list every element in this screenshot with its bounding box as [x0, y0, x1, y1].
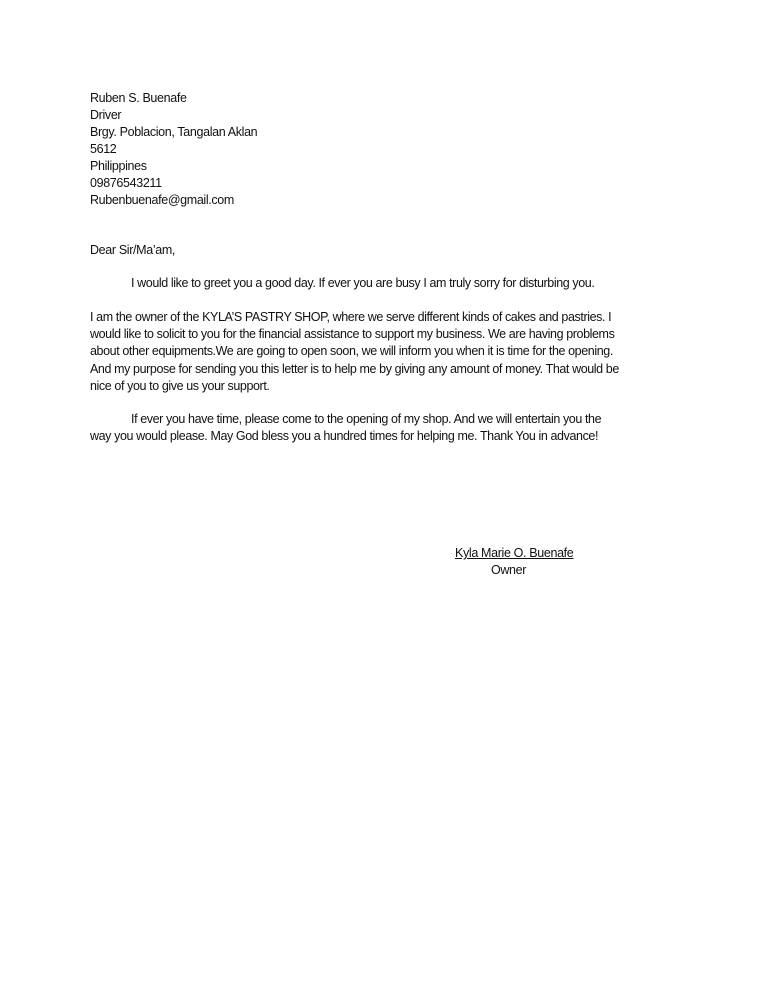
paragraph-line: nice of you to give us your support. [90, 378, 270, 393]
signatory-name: Kyla Marie O. Buenafe [455, 546, 574, 560]
sender-phone: 09876543211 [90, 176, 162, 190]
paragraph-line: way you would please. May God bless you a hundred times for helping me. Thank You in advance! [90, 429, 599, 444]
signatory-title: Owner [491, 563, 527, 577]
signature-block [455, 545, 573, 579]
sender-occupation: Driver [90, 108, 122, 122]
salutation: Dear Sir/Ma’am, [90, 243, 176, 257]
sender-block [90, 90, 257, 209]
paragraph-line: I would like to greet you a good day. If ever you are busy I am truly sorry for disturbing you. [131, 276, 595, 290]
paragraph-greeting [90, 275, 682, 292]
sender-country: Philippines [90, 159, 147, 173]
sender-email: Rubenbuenafe@gmail.com [90, 193, 234, 207]
paragraph-invitation [90, 411, 682, 445]
sender-zip: 5612 [90, 142, 117, 156]
paragraph-line: And my purpose for sending you this letter is to help me by giving any amount of money. That would be [90, 361, 619, 376]
paragraph-line: would like to solicit to you for the financial assistance to support my business. We are having problems [90, 327, 615, 342]
paragraph-line: I am the owner of the KYLA’S PASTRY SHOP, where we serve different kinds of cakes and pastries. I [90, 310, 612, 324]
paragraph-request [90, 309, 682, 395]
paragraph-line: about other equipments.We are going to open soon, we will inform you when it is time for the opening. [90, 344, 613, 359]
sender-name: Ruben S. Buenafe [90, 91, 187, 105]
paragraph-line: If ever you have time, please come to the opening of my shop. And we will entertain you the [131, 412, 602, 426]
sender-address: Brgy. Poblacion, Tangalan Aklan [90, 125, 258, 139]
